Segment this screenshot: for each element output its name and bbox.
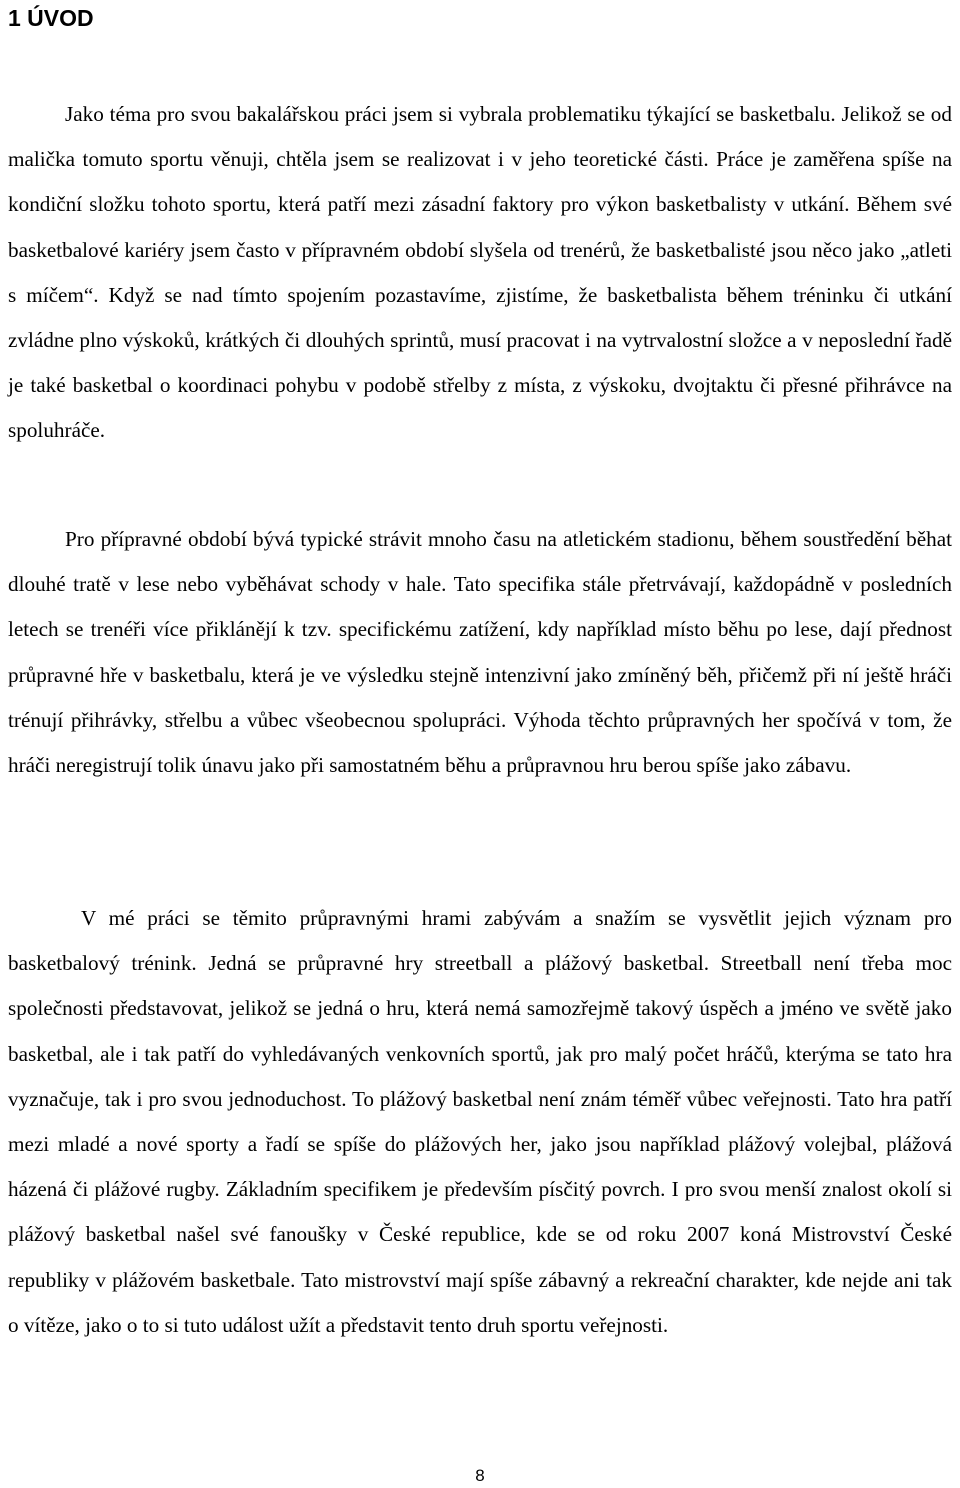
paragraph-thesis-focus: V mé práci se těmito průpravnými hrami zabývám a snažím se vysvětlit jejich význam pro basketbalový trénink. Jedná se průpravné hry streetball a plážový basketbal. Streetball není třeba moc společnosti představovat, jelikož se jedná o hru, která nemá samozřejmě takový úspěch a jméno ve světě jako basketbal, ale i tak patří do vyhledávaných venkovních sportů, jak pro malý počet hráčů, kterýma se tato hra vyznačuje, tak i pro svou jednoduchost. To plážový basketbal není znám téměř vůbec veřejnosti. Tato hra patří mezi mladé a nové sporty a řadí se spíše do plážových her, jako jsou například plážový volejbal, plážová házená či plážové rugby. Základním specifikem je především písčitý povrch. I pro svou menší znalost okolí si plážový basketbal našel své fanoušky v České republice, kde se od roku 2007 koná Mistrovství České republiky v plážovém basketbale. Tato mistrovství mají spíše zábavný a rekreační charakter, kde nejde ani tak o vítěze, jako o to si tuto událost užít a představit tento druh sportu veřejnosti.	[8, 906, 952, 1337]
chapter-heading: 1 ÚVOD	[8, 5, 94, 31]
page-number: 8	[475, 1466, 485, 1485]
paragraph-intro: Jako téma pro svou bakalářskou práci jsem si vybrala problematiku týkající se basketbalu. Jelikož se od malička tomuto sportu věnuji, chtěla jsem se realizovat i v jeho teoretické části. Práce je zaměřena spíše na kondiční složku tohoto sportu, která patří mezi zásadní faktory pro výkon basketbalisty v utkání. Během své basketbalové kariéry jsem často v přípravném období slyšela od trenérů, že basketbalisté jsou něco jako „atleti s míčem“. Když se nad tímto spojením pozastavíme, zjistíme, že basketbalista během tréninku či utkání zvládne plno výskoků, krátkých či dlouhých sprintů, musí pracovat i na vytrvalostní složce a v neposlední řadě je také basketbal o koordinaci pohybu v podobě střelby z místa, z výskoku, dvojtaktu či přesné přihrávce na spoluhráče.	[8, 102, 952, 443]
paragraph-preparation-period: Pro přípravné období bývá typické strávit mnoho času na atletickém stadionu, během soustředění běhat dlouhé tratě v lese nebo vyběhávat schody v hale. Tato specifika stále přetrvávají, každopádně v posledních letech se trenéři více přiklánějí k tzv. specifickému zatížení, kdy například místo běhu po lese, dají přednost průpravné hře v basketbalu, která je ve výsledku stejně intenzivní jako zmíněný běh, přičemž při ní ještě hráči trénují přihrávky, střelbu a vůbec všeobecnou spolupráci. Výhoda těchto průpravných her spočívá v tom, že hráči neregistrují tolik únavu jako při samostatném běhu a průpravnou hru berou spíše jako zábavu.	[8, 527, 952, 778]
